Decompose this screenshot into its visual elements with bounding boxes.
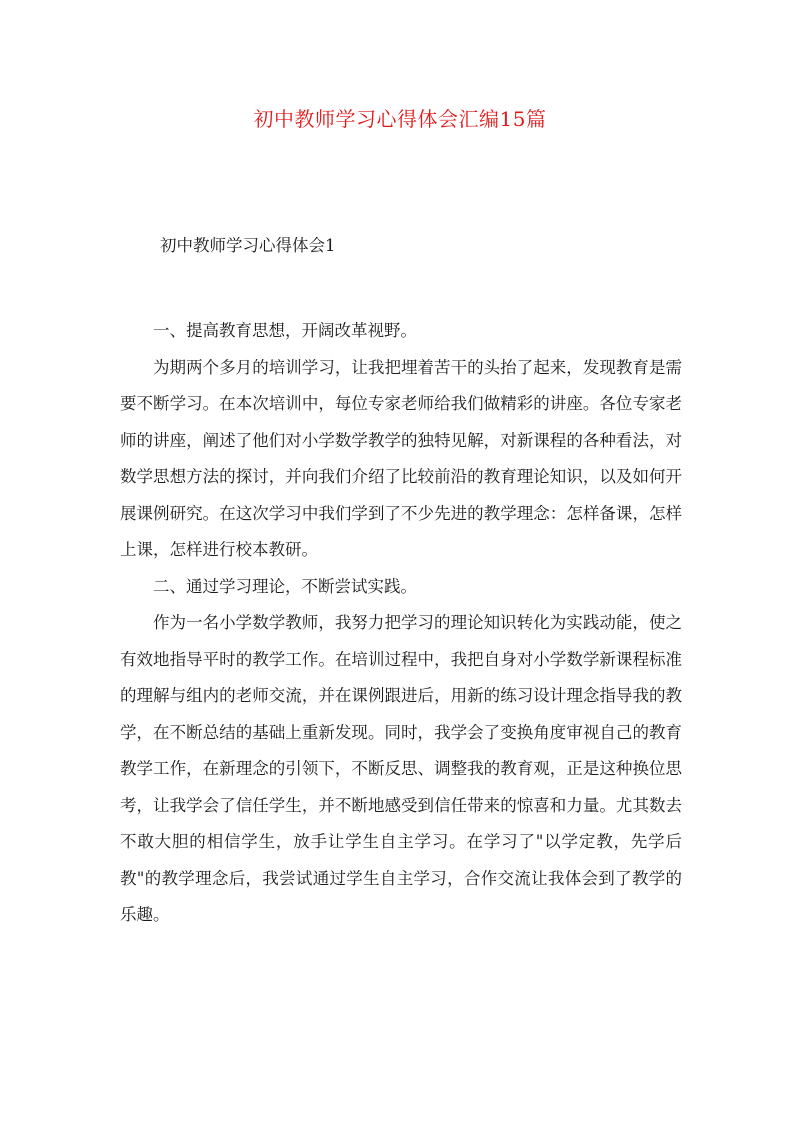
subheading-2: 二、通过学习理论，不断尝试实践。 bbox=[153, 576, 417, 596]
document-title: 初中教师学习心得体会汇编15篇 bbox=[253, 107, 547, 131]
document-body bbox=[120, 313, 682, 934]
paragraph-1: 为期两个多月的培训学习，让我把埋着苦干的头抬了起来，发现教育是需要不断学习。在本次培训中，每位专家老师给我们做精彩的讲座。各位专家老师的讲座，阐述了他们对小学数学教学的独特见解，对新课程的各种看法，对数学思想方法的探讨，并向我们介绍了比较前沿的教育理论知识，以及如何开展课例研究。在这次学习中我们学到了不少先进的教学理念：怎样备课，怎样上课，怎样进行校本教研。 bbox=[120, 357, 682, 559]
section-title: 初中教师学习心得体会1 bbox=[160, 236, 336, 255]
subheading-1: 一、提高教育思想，开阔改革视野。 bbox=[153, 321, 417, 340]
paragraph-2: 作为一名小学数学教师，我努力把学习的理论知识转化为实践动能，使之有效地指导平时的教学工作。在培训过程中，我把自身对小学数学新课程标准的理解与组内的老师交流，并在课例跟进后，用新的练习设计理念指导我的教学，在不断总结的基础上重新发现。同时，我学会了变换角度审视自己的教育教学工作，在新理念的引领下，不断反思、调整我的教育观，正是这种换位思考，让我学会了信任学生，并不断地感受到信任带来的惊喜和力量。尤其数去不敢大胆的相信学生，放手让学生自主学习。在学习了"以学定教，先学后教"的教学理念后，我尝试通过学生自主学习，合作交流让我体会到了教学的乐趣。 bbox=[120, 613, 682, 924]
